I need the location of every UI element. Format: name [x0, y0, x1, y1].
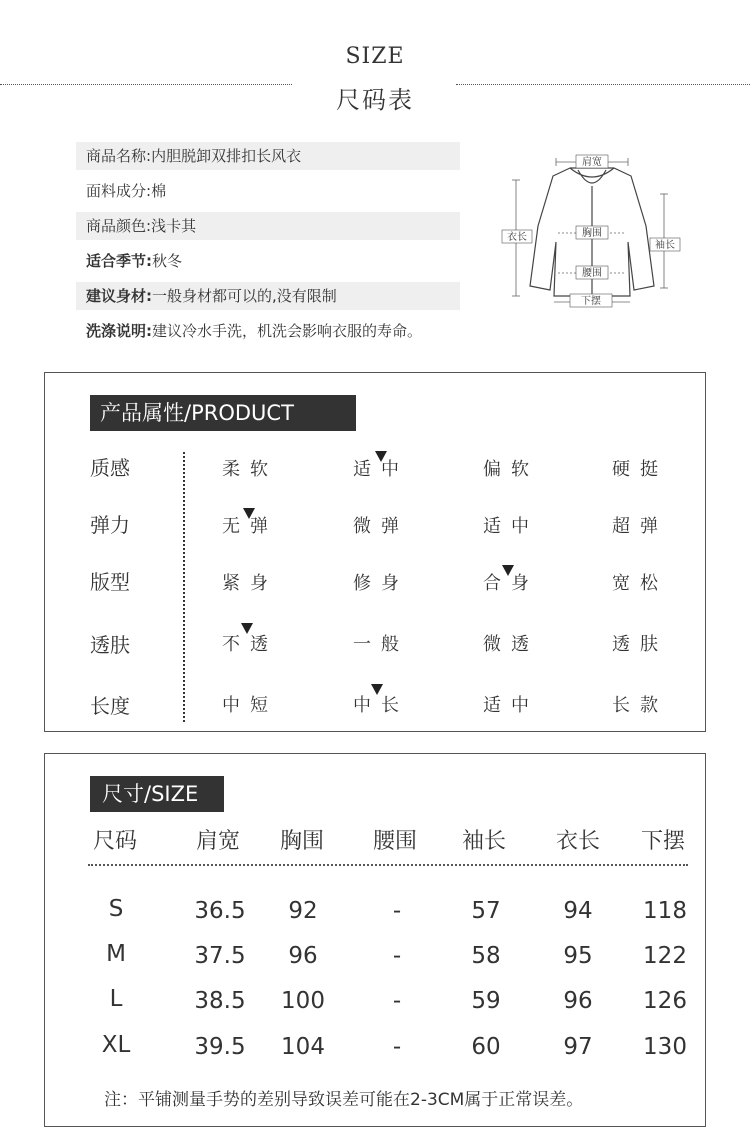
attr-option: 紧身 — [222, 573, 278, 594]
attr-label-texture: 质感 — [90, 456, 130, 480]
attr-option: 微透 — [483, 634, 539, 655]
attr-option: 偏软 — [483, 459, 539, 480]
info-value: 秋冬 — [152, 252, 183, 270]
attribute-divider — [183, 452, 185, 722]
size-cell: 95 — [563, 943, 593, 969]
attr-option-selected: 合身 — [483, 573, 539, 594]
info-key: 商品颜色: — [86, 217, 152, 235]
attr-option-selected: 中长 — [353, 695, 409, 716]
size-header: 尺码 — [93, 829, 138, 854]
size-cell: 57 — [471, 898, 501, 924]
size-cell: 100 — [281, 988, 325, 1014]
selected-marker-icon — [241, 623, 253, 634]
info-row-color — [76, 212, 460, 240]
size-cell: 97 — [563, 1034, 593, 1060]
size-header: 衣长 — [556, 829, 601, 854]
info-key: 商品名称: — [86, 147, 152, 165]
attr-option: 适中 — [483, 695, 539, 716]
diagram-label-sleeve: 袖长 — [655, 240, 675, 251]
diagram-label-chest: 胸围 — [582, 228, 602, 239]
size-cell: 92 — [288, 898, 318, 924]
info-value: 浅卡其 — [151, 217, 197, 235]
attr-label-sheerness: 透肤 — [90, 633, 130, 657]
attr-label-length: 长度 — [90, 694, 130, 718]
size-cell: 126 — [643, 988, 687, 1014]
size-cell: XL — [101, 1032, 131, 1058]
size-cell: 39.5 — [194, 1034, 246, 1060]
info-key: 建议身材: — [86, 287, 152, 305]
selected-marker-icon — [502, 565, 514, 576]
attr-option: 宽松 — [612, 573, 668, 594]
info-value: 内胆脱卸双排扣长风衣 — [151, 147, 302, 165]
info-row-figure — [76, 282, 460, 310]
diagram-label-waist: 腰围 — [582, 268, 602, 279]
size-cell: 122 — [643, 943, 687, 969]
size-cell: 60 — [471, 1034, 501, 1060]
info-row-season — [76, 247, 460, 275]
size-cell: - — [392, 898, 402, 924]
attr-label-elasticity: 弹力 — [90, 513, 130, 537]
page-title-en: SIZE — [345, 44, 405, 69]
selected-marker-icon — [243, 508, 255, 519]
attr-option: 长款 — [612, 695, 668, 716]
size-cell: M — [106, 941, 126, 967]
attr-option: 柔软 — [222, 459, 278, 480]
size-cell: 130 — [643, 1034, 687, 1060]
size-cell: 37.5 — [194, 943, 246, 969]
info-row-name — [76, 142, 460, 170]
size-note: 注：平铺测量手势的差别导致误差可能在2-3CM属于正常误差。 — [104, 1090, 584, 1110]
info-value: 一般身材都可以的,没有限制 — [152, 287, 337, 305]
info-row-wash — [76, 317, 460, 345]
size-header: 袖长 — [462, 829, 507, 854]
info-value: 建议冷水手洗，机洗会影响衣服的寿命。 — [152, 322, 423, 340]
size-cell: 118 — [643, 898, 687, 924]
size-cell: 96 — [563, 988, 593, 1014]
size-cell: S — [108, 896, 124, 922]
info-key: 洗涤说明: — [86, 322, 152, 340]
attr-option: 透肤 — [612, 634, 668, 655]
selected-marker-icon — [371, 684, 383, 695]
size-header: 肩宽 — [196, 829, 241, 854]
attr-option-selected: 无弹 — [222, 516, 278, 537]
info-row-fabric — [76, 177, 460, 205]
size-section-title: 尺寸/SIZE — [90, 776, 224, 812]
size-cell: 104 — [281, 1034, 325, 1060]
size-cell: 96 — [288, 943, 318, 969]
attr-label-fit: 版型 — [90, 570, 130, 594]
size-header-divider — [88, 864, 688, 866]
diagram-label-shoulder: 肩宽 — [582, 157, 602, 168]
garment-measure-diagram — [498, 146, 686, 310]
info-key: 面料成分: — [86, 182, 152, 200]
size-cell: - — [392, 988, 402, 1014]
size-cell: 36.5 — [194, 898, 246, 924]
size-header: 下摆 — [641, 829, 686, 854]
attr-option-selected: 不透 — [222, 634, 278, 655]
info-value: 棉 — [151, 182, 167, 200]
size-cell: - — [392, 943, 402, 969]
selected-marker-icon — [375, 451, 387, 462]
info-key: 适合季节: — [86, 252, 152, 270]
attr-option: 硬挺 — [612, 459, 668, 480]
size-cell: 94 — [563, 898, 593, 924]
diagram-label-length: 衣长 — [507, 232, 527, 243]
attr-option: 中短 — [222, 695, 278, 716]
size-cell: 38.5 — [194, 988, 246, 1014]
size-header: 腰围 — [373, 829, 418, 854]
product-section-title: 产品属性/PRODUCT — [90, 395, 356, 431]
page-title-cn: 尺码表 — [336, 86, 414, 114]
size-cell: L — [109, 986, 123, 1012]
attr-option: 修身 — [353, 573, 409, 594]
size-cell: 58 — [471, 943, 501, 969]
attr-option: 适中 — [483, 516, 539, 537]
size-header: 胸围 — [280, 829, 325, 854]
attr-option: 一般 — [353, 634, 409, 655]
size-cell: 59 — [471, 988, 501, 1014]
size-cell: - — [392, 1034, 402, 1060]
attr-option-selected: 适中 — [353, 459, 409, 480]
attr-option: 超弹 — [612, 516, 668, 537]
attr-option: 微弹 — [353, 516, 409, 537]
diagram-label-hem: 下摆 — [581, 296, 601, 307]
